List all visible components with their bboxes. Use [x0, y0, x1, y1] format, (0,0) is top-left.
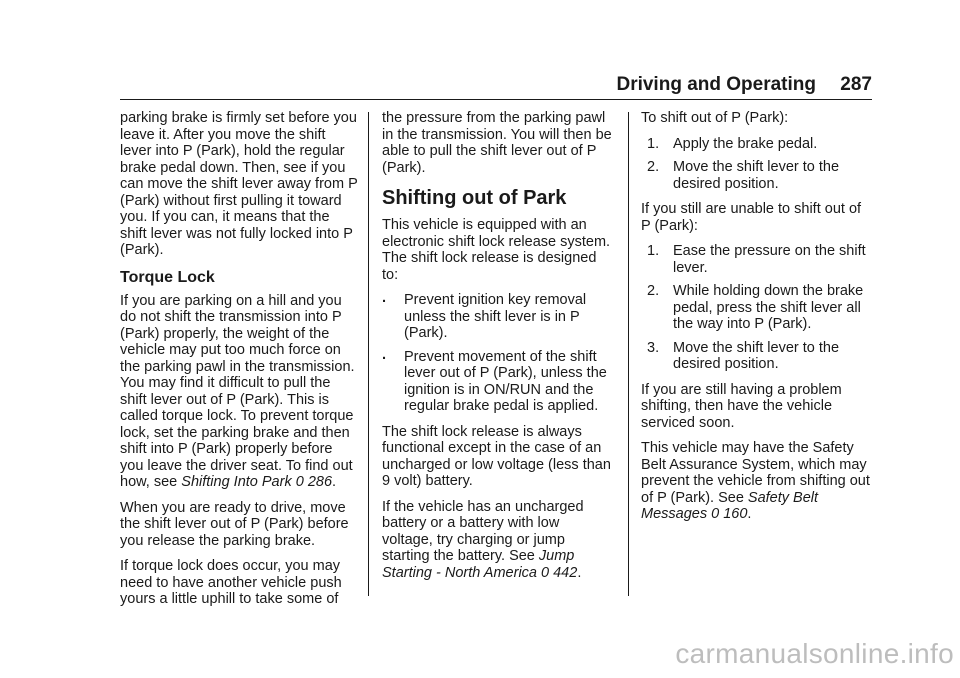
- paragraph: If you still are unable to shift out of P (Park):: [641, 201, 862, 234]
- list-item-text: Prevent ignition key removal unless the shift lever is in P (Park).: [404, 292, 587, 341]
- paragraph-text: If you are parking on a hill and you do not shift the transmission into P (Park) properly, the weight of the vehicle may put too much force on the parking pawl in the transmission. You may find it difficult to pull the shift lever out of P (Park). This is called torque lock. To prevent torque lock, set the parking brake and then shift into P (Park) properly before you leave the driver seat. To find out how, see: [120, 292, 355, 490]
- list-item: [641, 136, 873, 153]
- step-text: Ease the pressure on the shift lever.: [673, 243, 866, 276]
- list-item: [641, 340, 873, 373]
- page-header: [120, 70, 872, 98]
- step-text: While holding down the brake pedal, press the shift lever all the way into P (Park).: [673, 283, 864, 332]
- paragraph: the pressure from the parking pawl in the transmission. You will then be able to pull the shift lever out of P (Park).: [382, 110, 612, 176]
- step-number: 1.: [647, 243, 660, 259]
- bullet-list: [382, 292, 614, 415]
- paragraph: This vehicle is equipped with an electronic shift lock release system. The shift lock release is designed to:: [382, 217, 611, 283]
- steps-list-1: [641, 136, 873, 193]
- paragraph: The shift lock release is always functional except in the case of an uncharged or low voltage (less than 9 volt) battery.: [382, 423, 611, 489]
- paragraph-text: If the vehicle has an uncharged battery or a battery with low voltage, try charging or jump starting the battery. See: [382, 498, 584, 564]
- step-number: 1.: [647, 135, 660, 152]
- bullet-marker: .: [382, 346, 387, 363]
- page-reference[interactable]: 0 160: [711, 506, 748, 522]
- page-reference[interactable]: 0 286: [295, 474, 333, 490]
- list-item-text: Prevent movement of the shift lever out of P (Park), unless the ignition is in ON/RUN and the regular brake pedal is applied.: [404, 348, 607, 414]
- paragraph: When you are ready to drive, move the shift lever out of P (Park) before you release the parking brake.: [120, 499, 349, 549]
- step-text: Move the shift lever to the desired position.: [673, 339, 840, 372]
- paragraph: To shift out of P (Park):: [641, 110, 789, 126]
- step-number: 2.: [647, 159, 660, 175]
- bullet-marker: .: [382, 290, 387, 306]
- column-divider-1: [368, 112, 369, 596]
- column-divider-2: [628, 112, 629, 596]
- paragraph: If the vehicle has an uncharged battery or a battery with low voltage, try charging or jump starting the battery. See Jump Starting - North America 0 442.: [382, 498, 584, 581]
- list-item: [641, 159, 873, 192]
- watermark: carmanualsonline.info: [675, 638, 954, 669]
- step-text: Move the shift lever to the desired position.: [673, 159, 840, 192]
- cross-reference-link[interactable]: Jump Starting - North America: [382, 548, 575, 581]
- list-item: [641, 283, 873, 333]
- column-2: [382, 110, 614, 590]
- heading-torque-lock: Torque Lock: [120, 268, 215, 286]
- step-text: Apply the brake pedal.: [673, 135, 818, 152]
- column-1: [120, 110, 358, 617]
- heading-shifting-out-of-park: Shifting out of Park: [382, 187, 567, 209]
- list-item: [382, 292, 614, 342]
- paragraph: This vehicle may have the Safety Belt Assurance System, which may prevent the vehicle from shifting out of P (Park). See Safety Belt Messages 0 160.: [641, 440, 870, 522]
- paragraph: If you are still having a problem shifting, then have the vehicle serviced soon.: [641, 381, 842, 431]
- list-item: [382, 346, 614, 415]
- paragraph: If you are parking on a hill and you do not shift the transmission into P (Park) properly, the weight of the vehicle may put too much force on the parking pawl in the transmission. You may find it difficult to pull the shift lever out of P (Park). This is called torque lock. To prevent torque lock, set the parking brake and then shift into P (Park) properly before you leave the driver seat. To find out how, see Shifting Into Park 0 286.: [120, 292, 355, 490]
- column-3: [641, 110, 873, 532]
- list-item: [641, 243, 873, 276]
- page-number: 287: [840, 74, 872, 95]
- paragraph: parking brake is firmly set before you leave it. After you move the shift lever into P (Park), hold the regular brake pedal down. Then, see if you can move the shift lever away from P (Park) without first pulling it toward you. If you can, it means that the shift lever was not fully locked into P (Park).: [120, 110, 358, 258]
- section-title: Driving and Operating: [616, 74, 816, 95]
- paragraph-text: This vehicle may have the Safety Belt Assurance System, which may prevent the vehicle from shifting out of P (Park). See: [641, 440, 870, 506]
- step-number: 2.: [647, 283, 660, 299]
- header-rule: [120, 99, 872, 100]
- paragraph: If torque lock does occur, you may need to have another vehicle push yours a little uphill to take some of: [120, 558, 342, 607]
- cross-reference-link[interactable]: Shifting Into Park: [181, 474, 292, 490]
- page-reference[interactable]: 0 442: [541, 564, 578, 581]
- cross-reference-link[interactable]: Safety Belt Messages: [641, 489, 819, 522]
- step-number: 3.: [647, 339, 660, 356]
- steps-list-2: [641, 243, 873, 373]
